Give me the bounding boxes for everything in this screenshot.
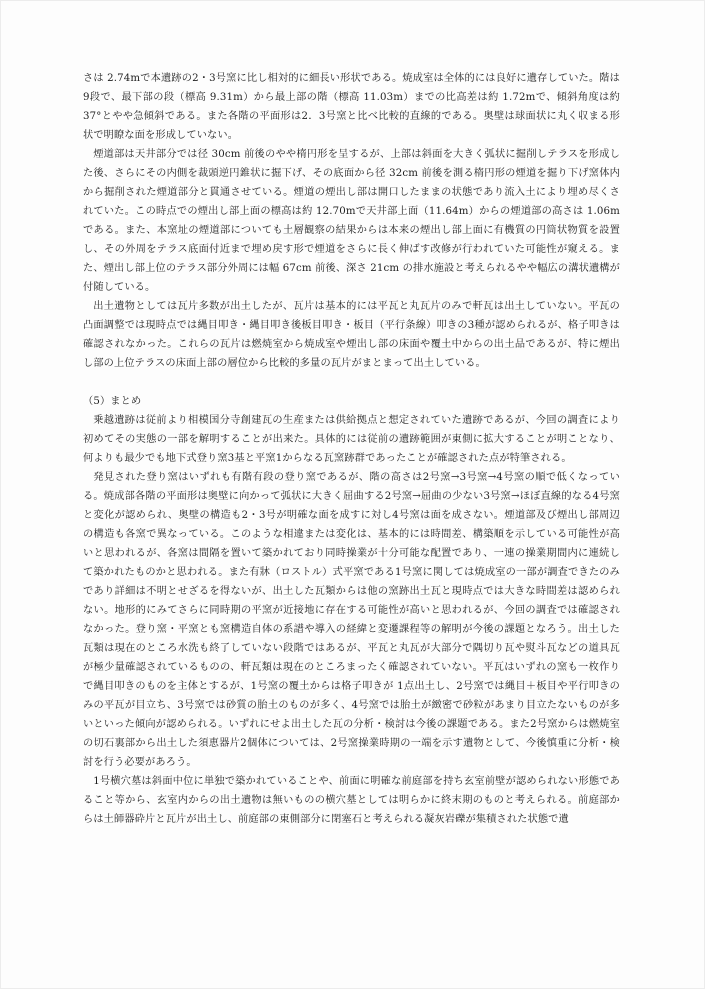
paragraph-summary-1: 乗越遺跡は従前より相模国分寺創建瓦の生産または供給拠点と想定されていた遺跡であるが、今回の調査により初めてその実態の一部を解明することが出来た。具体的には従前の遺跡範囲が東側に拡大することが明ことなり、何よりも最少でも地下式登り窯3基と平窯1からなる瓦窯跡群であったことが確認された点が特筆される。 (83, 415, 620, 464)
paragraph-artifacts: 出土遺物としては瓦片多数が出土したが、瓦片は基本的には平瓦と丸瓦片のみで軒瓦は出土していない。平瓦の凸面調整では現時点では縄目叩き・縄目叩き後板目叩き・板目（平行条線）叩きの3種が認められるが、格子叩きは確認されなかった。これらの瓦片は燃焼室から焼成室や煙出し部の床面や覆土中からの出土品であるが、特に煙出し部の上位テラスの床面上部の層位から比較的多量の瓦片がまとまって出土している。 (83, 301, 620, 369)
section-heading-summary: （5）まとめ (83, 396, 142, 407)
paragraph-summary-3: 1号横穴墓は斜面中位に単独で築かれていることや、前面に明確な前庭部を持ち玄室前壁が認められない形態であること等から、玄室内からの出土遺物は無いものの横穴墓としては明らかに終末期のものと考えられる。前庭部からは土師器砕片と瓦片が出土し、前庭部の東側部分に閉塞石と考えられる凝灰岩礫が集積された状態で遺 (83, 776, 620, 825)
page-body (83, 69, 620, 829)
paragraph-summary-2: 発見された登り窯はいずれも有階有段の登り窯であるが、階の高さは2号窯→3号窯→4号窯の順で低くなっている。焼成部各階の平面形は奥壁に向かって弧状に大きく屈曲する2号窯→屈曲の少ない3号窯→ほぼ直線的なる4号窯と変化が認められ、奥壁の構造も2・3号が明確な面を成すに対し4号窯は面を成さない。煙道部及び煙出し部周辺の構造も各窯で異なっている。このような相違または変化は、基本的には時間差、構築順を示している可能性が高いと思われるが、各窯は間隔を置いて築かれており同時操業が十分可能な配置であり、一連の操業期間内に連続して築かれたものかと思われる。また有牀（ロストル）式平窯である1号窯に関しては焼成室の一部が調査できたのみであり詳細は不明とせざるを得ないが、出土した瓦類からは他の窯跡出土瓦と現時点では大きな時間差は認められない。地形的にみてさらに同時期の平窯が近接地に存在する可能性が高いと思われるが、今回の調査では確認されなかった。登り窯・平窯とも窯構造自体の系譜や導入の経緯と変遷課程等の解明が今後の課題となろう。出土した瓦類は現在のところ水洗も終了していない段階ではあるが、平瓦と丸瓦が大部分で隅切り瓦や熨斗瓦などの道具瓦が極少量確認されているものの、軒瓦類は現在のところまったく確認されていない。平瓦はいずれの窯も一枚作りで縄目叩きのものを主体とするが、1号窯の覆土からは格子叩きが 1点出土し、2号窯では縄目＋板目や平行叩きのみの平瓦が目立ち、3号窯では砂質の胎土のものが多く、4号窯では胎土が緻密で砂粒があまり目立たないものが多いといった傾向が認められる。いずれにせよ出土した瓦の分析・検討は今後の課題である。また2号窯からは燃焼室の切石裏部から出土した須恵器片2個体については、2号窯操業時期の一端を示す遺物として、今後慎重に分析・検討を行う必要があろう。 (83, 472, 620, 768)
paragraph-kiln-chamber: さは 2.74mで本遺跡の2・3号窯に比し相対的に細長い形状である。焼成室は全体的には良好に遺存していた。階は9段で、最下部の段（標高 9.31m）から最上部の階（標高 11.03m）までの比高差は約 1.72mで、傾斜角度は約37°とやや急傾斜である。また各階の平面形は2．3号窯と比べ比較的直線的である。奥壁は球面状に丸く収まる形状で明瞭な面を形成していない。 (83, 73, 620, 141)
paragraph-flue: 煙道部は天井部分では径 30cm 前後のやや楕円形を呈するが、上部は斜面を大きく弧状に掘削しテラスを形成した後、さらにその内側を裁頭逆円錐状に掘下げ、その底面から径 32cm 前後を測る楕円形の煙道を掘り下げ窯体内から掘削された煙道部分と貫通させている。煙道の煙出し部は開口したままの状態であり流入土により埋め尽くされていた。この時点での煙出し部上面の標高は約 12.70mで天井部上面（11.64m）からの煙道部の高さは 1.06mである。また、本窯址の煙道部についても土層観察の結果からは本来の煙出し部上面に有機質の円筒状物質を設置し、その外周をテラス底面付近まで埋め戻す形で煙道をさらに長く伸ばす改修が行われていた可能性が窺える。また、煙出し部上位のテラス部分外周には幅 67cm 前後、深さ 21cm の排水施設と考えられるやや幅広の溝状遺構が付随している。 (83, 149, 620, 293)
